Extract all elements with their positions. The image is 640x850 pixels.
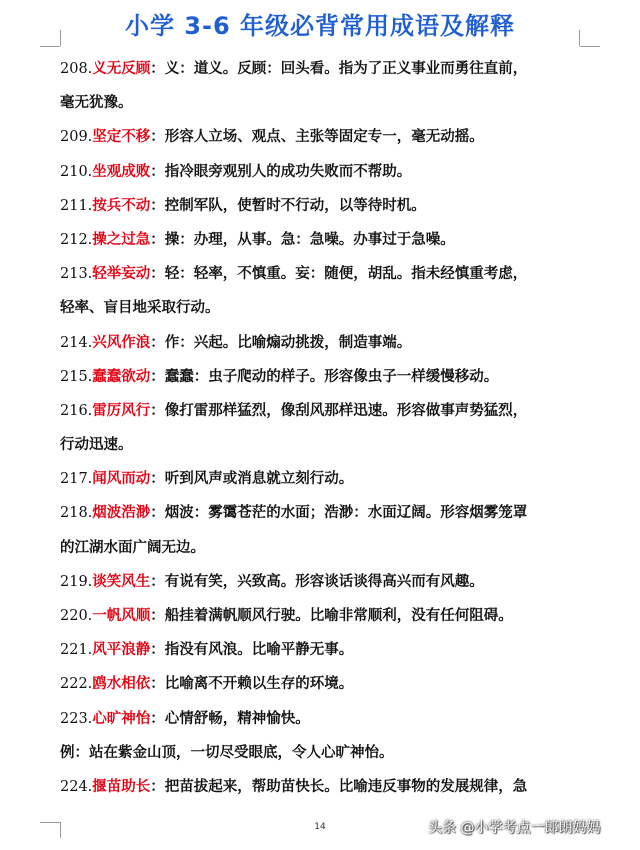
idiom-term: 闻风而动 <box>92 470 151 488</box>
idiom-term: 烟波浩渺 <box>92 504 151 522</box>
idiom-term: 心旷神怡 <box>92 709 151 727</box>
item-number: 216. <box>60 402 93 419</box>
list-item-continuation <box>60 291 580 325</box>
item-number: 211. <box>60 197 93 214</box>
list-item-continuation <box>60 86 580 120</box>
list-item <box>60 189 580 223</box>
idiom-definition: ：指没有风浪。比喻平静无事。 <box>150 641 354 659</box>
item-number: 209. <box>60 129 93 146</box>
idiom-term: 兴风作浪 <box>92 333 151 351</box>
idiom-term: 鸥水相依 <box>92 675 151 693</box>
idiom-term: 风平浪静 <box>92 641 151 659</box>
crop-mark-bottom-left-h <box>40 822 60 823</box>
list-item <box>60 394 580 428</box>
idiom-term: 一帆风顺 <box>92 607 151 624</box>
idiom-definition: ：作：兴起。比喻煽动挑拨，制造事端。 <box>150 333 412 351</box>
idiom-definition: ：指冷眼旁观别人的成功失败而不帮助。 <box>150 162 412 180</box>
idiom-definition: ：操：办理，从事。急：急噪。办事过于急噪。 <box>150 230 455 248</box>
idiom-term: 义无反顾 <box>92 60 151 77</box>
list-item <box>60 599 580 633</box>
item-number: 219. <box>60 573 93 590</box>
item-number: 223. <box>60 710 93 727</box>
idiom-definition: ：把苗拔起来，帮助苗快长。比喻违反事物的发展规律，急 <box>150 777 528 795</box>
list-item <box>60 257 580 291</box>
item-number: 224. <box>60 778 93 795</box>
idiom-definition: ：听到风声或消息就立刻行动。 <box>150 470 354 488</box>
idiom-definition: ：烟波：雾霭苍茫的水面；浩渺：水面辽阔。形容烟雾笼罩 <box>150 504 528 522</box>
item-number: 213. <box>60 266 93 283</box>
idiom-term: 揠苗助长 <box>92 777 151 795</box>
item-number: 221. <box>60 642 93 659</box>
idiom-term: 谈笑风生 <box>92 572 151 590</box>
idiom-definition: ：像打雷那样猛烈，像刮风那样迅速。形容做事声势猛烈， <box>150 401 528 419</box>
crop-mark-top-left-v <box>60 30 61 46</box>
list-item <box>60 565 580 599</box>
crop-mark-top-left-h <box>40 46 60 47</box>
item-number: 214. <box>60 334 93 351</box>
page-title: 小学 3-6 年级必背常用成语及解释 <box>124 12 516 40</box>
idiom-definition: 轻率、盲目地采取行动。 <box>60 299 220 317</box>
idiom-term: 按兵不动 <box>92 196 151 214</box>
idiom-term: 蠢蠢欲动 <box>92 367 151 385</box>
crop-mark-bottom-left-v <box>60 822 61 838</box>
example-sentence <box>60 736 580 770</box>
idiom-definition: ：比喻离不开赖以生存的环境。 <box>150 675 354 693</box>
item-number: 217. <box>60 471 93 488</box>
item-number: 210. <box>60 163 93 180</box>
idiom-definition: 毫无犹豫。 <box>60 94 133 112</box>
list-item <box>60 462 580 496</box>
idiom-term: 雷厉风行 <box>92 401 151 419</box>
idiom-definition: ：义：道义。反顾：回头看。指为了正义事业而勇往直前， <box>150 60 528 77</box>
list-item <box>60 770 580 804</box>
page-number: 14 <box>314 822 326 832</box>
list-item <box>60 496 580 530</box>
idiom-definition: ：心情舒畅，精神愉快。 <box>150 709 310 727</box>
idiom-definition: ：蠢蠢：虫子爬动的样子。形容像虫子一样缓慢移动。 <box>150 367 499 385</box>
list-item <box>60 360 580 394</box>
list-item <box>60 120 580 154</box>
list-item-continuation <box>60 531 580 565</box>
idiom-definition: ：形容人立场、观点、主张等固定专一，毫无动摇。 <box>150 128 484 146</box>
idiom-definition: 行动迅速。 <box>60 436 133 454</box>
item-number: 212. <box>60 231 93 248</box>
crop-mark-top-right-h <box>580 46 600 47</box>
item-number: 218. <box>60 505 93 522</box>
idiom-definition: ：有说有笑，兴致高。形容谈话谈得高兴而有风趣。 <box>150 572 484 590</box>
list-item <box>60 155 580 189</box>
idiom-definition: 例：站在紫金山顶，一切尽受眼底，令人心旷神怡。 <box>60 743 394 761</box>
idiom-definition: 的江湖水面广阔无边。 <box>60 538 205 556</box>
item-number: 222. <box>60 676 93 693</box>
idiom-term: 坐观成败 <box>92 162 151 180</box>
idiom-definition: ：控制军队，使暂时不行动，以等待时机。 <box>150 196 426 214</box>
idiom-list <box>60 52 580 804</box>
item-number: 220. <box>60 608 93 624</box>
list-item <box>60 326 580 360</box>
item-number: 208. <box>60 61 93 77</box>
list-item <box>60 702 580 736</box>
item-number: 215. <box>60 368 93 385</box>
list-item <box>60 667 580 701</box>
idiom-definition: ：船挂着满帆顺风行驶。比喻非常顺利，没有任何阻碍。 <box>150 607 513 624</box>
idiom-definition: ：轻：轻率，不慎重。妄：随便，胡乱。指未经慎重考虑， <box>150 265 528 283</box>
list-item <box>60 223 580 257</box>
list-item <box>60 52 580 86</box>
list-item-continuation <box>60 428 580 462</box>
watermark: 头条 @小学考点一郎朗妈妈 <box>428 820 601 836</box>
idiom-term: 坚定不移 <box>92 128 151 146</box>
idiom-term: 操之过急 <box>92 230 151 248</box>
crop-mark-top-right-v <box>579 30 580 46</box>
idiom-term: 轻举妄动 <box>92 265 151 283</box>
list-item <box>60 633 580 667</box>
